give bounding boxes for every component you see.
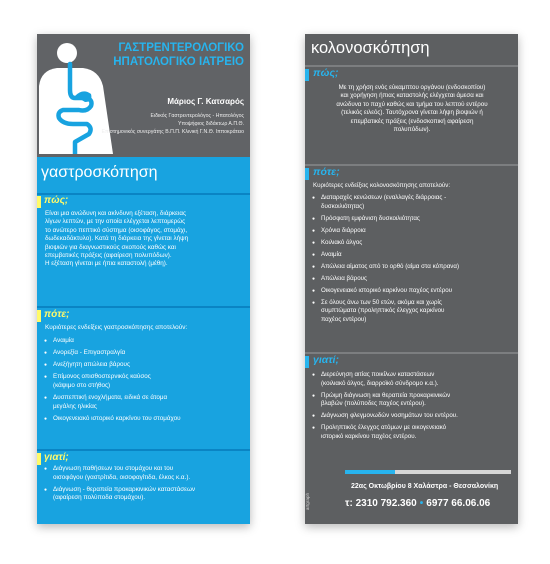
gastroscopy-card [37, 34, 250, 524]
digestive-system-logo [39, 38, 113, 154]
section-marker [305, 168, 309, 180]
doctor-credential: Επιστημονικός συνεργάτης Β.Π.Π. Κλινική Γ.Ν.Θ. Ιπποκράτειο [101, 129, 244, 135]
when-intro: Κυριότερες ενδείξεις γαστροσκόπησης αποτελούν: [45, 324, 188, 331]
how-line: Είναι μια ανώδυνη και ακίνδυνη εξέταση, διάρκειας [45, 210, 187, 217]
how-line: επεμβατικές πράξεις (αφαίρεση πολυπόδων). [45, 252, 172, 260]
when-heading: πότε; [44, 309, 70, 320]
how-line: το ανώτερο πεπτικό σύστημα (οισοφάγος, στομάχι, [45, 226, 188, 234]
list-item: ● Χρόνια διάρροια [311, 227, 511, 236]
how-description [45, 210, 243, 269]
list-item: ● Διερεύνηση αιτίας ποικίλων καταστάσεων (κοιλιακό άλγος, διαρροϊκό σύνδρομο κ.α.). [311, 371, 511, 388]
how-line: βιοψιών για διαγνωστικούς σκοπούς καθώς και [45, 243, 176, 251]
clinic-header [37, 34, 250, 157]
why-heading: γιατί; [44, 452, 69, 463]
reasons-list [311, 371, 511, 445]
list-item: ● Απώλεια αίματος από το ορθό (αίμα στα κόπρανα) [311, 263, 511, 272]
list-item: ● Δυσπεπτική ενοχλήματα, ειδικά σε άτομα μεγάλης ηλικίας [43, 394, 181, 411]
how-line: δωδεκαδάκτυλο). Κατά τη διάρκεια της γίνεται λήψη [45, 235, 189, 243]
reasons-list [43, 465, 195, 506]
list-item: ● Οικογενειακό ιστορικό καρκίνου του στομάχου [43, 415, 181, 424]
section-marker [37, 310, 41, 322]
indications-list [311, 194, 511, 328]
decorative-progress-bar [345, 470, 511, 474]
list-item: ● Αναιμία [43, 337, 181, 346]
doctor-credential: Υποψήφιος διδάκτωρ Α.Π.Θ. [178, 121, 244, 127]
list-item: ● Σε όλους άνω των 50 ετών, ακόμα και χωρίς συμπτώματα (προληπτικός έλεγχος καρκίνου παχέος εντέρου) [311, 299, 511, 325]
when-heading: πότε; [313, 166, 340, 178]
list-item: ● Διάγνωση παθήσεων του στομάχου και του οισοφάγου (γαστρίτιδα, οισοφαγίτιδα, έλκος κ.α.). [43, 465, 195, 482]
gastroscopy-title: γαστροσκόπηση [41, 164, 158, 181]
list-item: ● Κοιλιακό άλγος [311, 239, 511, 248]
doctor-name: Μάριος Γ. Κατσαρός [167, 97, 244, 106]
section-divider [37, 449, 250, 451]
section-divider [37, 193, 250, 195]
phone-numbers [345, 498, 490, 509]
clinic-name-line2: ΗΠΑΤΟΛΟΓΙΚΟ ΙΑΤΡΕΙΟ [113, 56, 244, 68]
how-line: ανώδυνα το παχύ καθώς και τμήμα του λεπτού εντέρου [336, 100, 488, 108]
list-item: ● Απώλεια βάρους [311, 275, 511, 284]
section-marker [37, 453, 41, 465]
list-item: ● Διάγνωση - θεραπεία προκαρκινικών καταστάσεων (αφαίρεση πολύποδα στομάχου). [43, 486, 195, 503]
indications-list [43, 337, 181, 427]
list-item: ● Πρόσφατη εμφάνιση δυσκοιλιότητας [311, 215, 511, 224]
how-line: επεμβατικές πράξεις (ενδοσκοπική αφαίρεση [350, 117, 474, 125]
progress-fill [345, 470, 395, 474]
section-marker [305, 356, 309, 368]
list-item: ● Προληπτικός έλεγχος ατόμων με οικογενειακό ιστορικό καρκίνου παχέος εντέρου. [311, 424, 511, 441]
how-heading: πώς; [313, 67, 339, 79]
colonoscopy-card [305, 34, 518, 524]
clinic-name-line1: ΓΑΣΤΡΕΝΤΕΡΟΛΟΓΙΚΟ [118, 42, 244, 54]
how-line: Η εξέταση γίνεται με ήπια καταστολή (μέθη). [45, 260, 168, 268]
list-item: ● Αναιμία [311, 251, 511, 260]
landline-phone: τ: 2310 792.360 [345, 498, 417, 509]
list-item: ● Οικογενειακό ιστορικό καρκίνου παχέος εντέρου [311, 287, 511, 296]
separator-dot: • [419, 498, 424, 509]
designer-mark: artgraph [305, 492, 311, 511]
section-divider [37, 306, 250, 308]
colonoscopy-title: κολονοσκόπηση [311, 39, 430, 57]
section-marker [37, 196, 41, 208]
how-line: πολυπόδων). [393, 126, 431, 134]
section-marker [305, 69, 309, 81]
how-line: (τελικός ειλεός). Ταυτόχρονα γίνεται λήψη βιοψιών ή [341, 109, 483, 117]
list-item: ● Επίμονος οπισθοστερνικός καύσος (κάψιμο στο στήθος) [43, 373, 181, 390]
clinic-address: 22ας Οκτωβρίου 8 Χαλάστρα - Θεσσαλονίκη [351, 483, 499, 490]
list-item: ● Διάγνωση φλεγμονωδών νοσημάτων του εντέρου. [311, 412, 511, 421]
doctor-credential: Ειδικός Γαστρεντερολόγος - Ηπατολόγος [150, 113, 244, 119]
list-item: ● Ανορεξία - Επιγαστραλγία [43, 349, 181, 358]
how-line: Με τη χρήση ενός εύκαμπτου οργάνου (ενδοσκοπίου) [338, 84, 486, 91]
mobile-phone: 6977 66.06.06 [426, 498, 491, 509]
list-item: ● Διαταραχές κενώσεων (εναλλαγές διάρροιας - δυσκοιλιότητας) [311, 194, 511, 211]
how-line: και χορήγηση ήπιας καταστολής ελέγχεται άμεσα και [340, 92, 484, 100]
how-heading: πώς; [44, 195, 69, 206]
list-item: ● Ανεξήγητη απώλεια βάρους [43, 361, 181, 370]
how-line: λίγων λεπτών, με την οποία ελέγχεται λεπτομερώς [45, 218, 186, 226]
list-item: ● Πρώιμη διάγνωση και θεραπεία προκαρκινικών βλαβών (πολύποδες παχέος εντέρου). [311, 392, 511, 409]
why-heading: γιατί; [313, 354, 339, 366]
how-description [313, 84, 511, 134]
when-intro: Κυριότερες ενδείξεις κολονοσκόπησης αποτελούν: [313, 182, 451, 189]
